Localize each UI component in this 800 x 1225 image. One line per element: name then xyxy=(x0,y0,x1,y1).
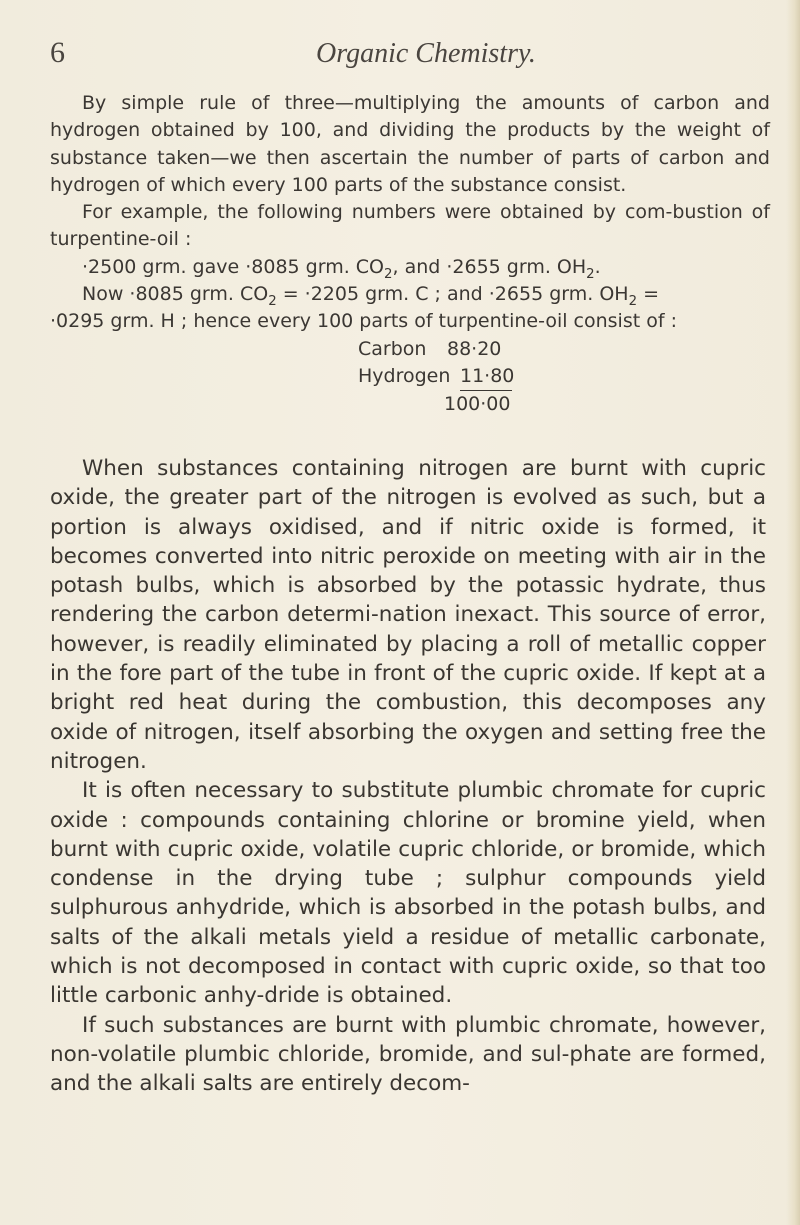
page-number: 6 xyxy=(50,36,65,69)
small-print-section xyxy=(50,90,770,418)
paragraph-plumbic-chromate: It is often necessary to substitute plumbic chromate for cupric oxide : compounds containing chlorine or bromine yield, when burnt with cupric oxide, volatile cupric chloride, or bromide, which condense in the drying tube ; sulphur compounds yield sulphurous anhydride, which is absorbed in the potash bulbs, and salts of the alkali metals yield a residue of metallic carbonate, which is not decomposed in contact with cupric oxide, so that too little carbonic anhy-dride is obtained. xyxy=(50,778,766,1009)
equation-line-2: Now ·8085 grm. $CO_2 = \cdot 2205$ grm. C ; and ·2655 grm. $OH_2$ = xyxy=(82,283,659,309)
row-label: Hydrogen xyxy=(358,364,451,387)
paragraph-example-intro: For example, the following numbers were obtained by com-bustion of turpentine-oil : xyxy=(50,201,770,251)
row-label: Carbon xyxy=(358,337,427,360)
paragraph-non-volatile: If such substances are burnt with plumbic chromate, however, non-volatile plumbic chloride, bromide, and sul-phate are formed, and the alkali salts are entirely decom- xyxy=(50,1012,766,1097)
row-value: 88·20 xyxy=(447,337,502,360)
main-text-section xyxy=(50,454,766,1099)
page-header xyxy=(50,36,770,76)
paragraph-nitrogen: When substances containing nitrogen are burnt with cupric oxide, the greater part of the nitrogen is evolved as such, but a portion is always oxidised, and if nitric oxide is formed, it becomes converted into nitric peroxide on meeting with air in the potash bulbs, which is absorbed by the potassic hydrate, thus rendering the carbon determi-nation inexact. This source of error, however, is readily eliminated by placing a roll of metallic copper in the fore part of the tube in front of the cupric oxide. If kept at a bright red heat during the combustion, this decomposes any oxide of nitrogen, itself absorbing the oxygen and setting free the nitrogen. xyxy=(50,456,766,774)
paragraph-rule-of-three: By simple rule of three—multiplying the amounts of carbon and hydrogen obtained by 100, and dividing the products by the weight of substance taken—we then ascertain the number of parts of carbon and hydrogen of which every 100 parts of the substance consist. xyxy=(50,92,770,196)
composition-table xyxy=(50,336,770,418)
running-title: Organic Chemistry. xyxy=(316,38,536,69)
equation-line-3: ·0295 grm. H ; hence every 100 parts of turpentine-oil consist of : xyxy=(50,310,677,333)
page-edge-shadow xyxy=(786,0,800,1225)
row-value: 11·80 xyxy=(460,364,515,387)
total-value: 100·00 xyxy=(444,392,511,415)
equation-line-1: ·2500 grm. gave ·8085 grm. $CO_2$, and ·2655 grm. $OH_2$. xyxy=(82,255,601,282)
